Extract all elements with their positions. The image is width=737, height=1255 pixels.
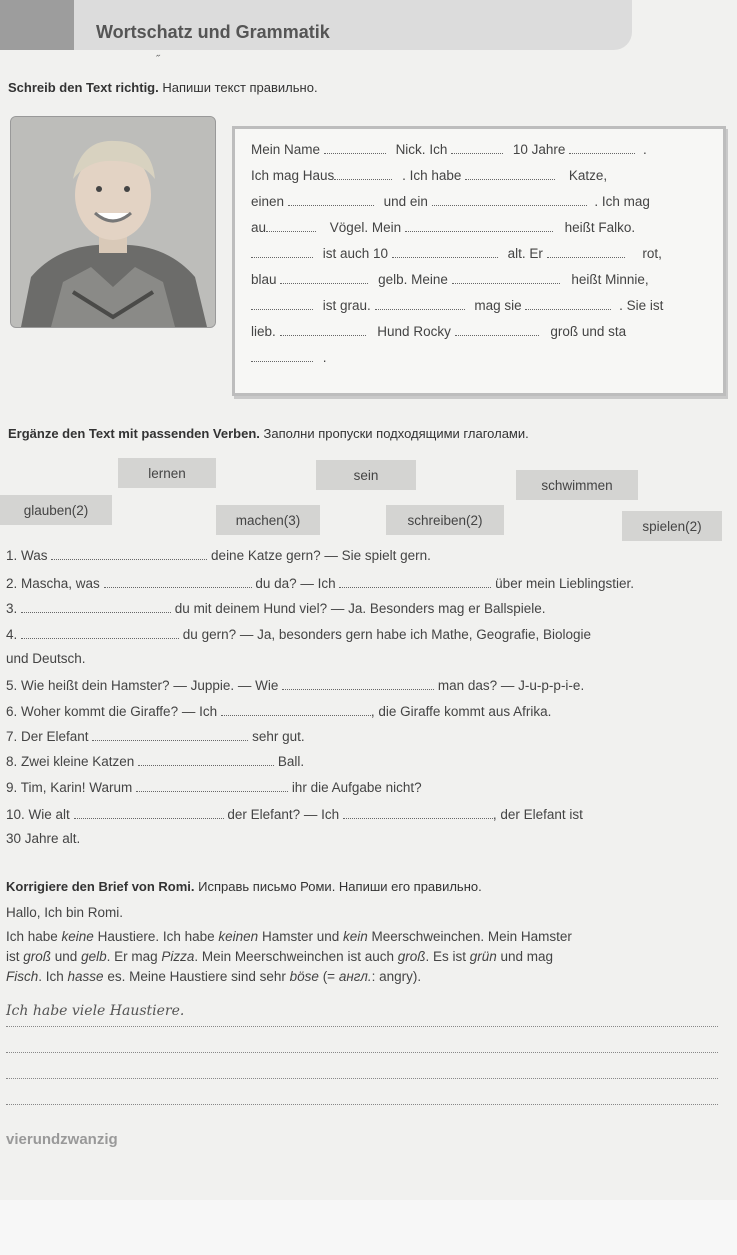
text-line-1: Mein Name Nick. Ich 10 Jahre . [251, 142, 647, 157]
page-bottom-margin [0, 1200, 737, 1255]
page-number-word: vierundzwanzig [6, 1131, 118, 1148]
blank[interactable] [104, 576, 252, 588]
sentence-8: 8. Zwei kleine Katzen Ball. [6, 754, 305, 769]
writing-line-3[interactable] [6, 1078, 718, 1079]
sentence-1: 1. Was deine Katze gern? — Sie spielt gern. [6, 548, 431, 563]
blank[interactable] [280, 324, 366, 336]
sentence-7: 7. Der Elefant sehr gut. [6, 729, 305, 744]
blank[interactable] [547, 246, 625, 258]
blank[interactable] [74, 807, 224, 819]
text-line-2: Ich mag Haus . Ich habe Katze, [251, 168, 608, 183]
blank[interactable] [21, 627, 179, 639]
writing-line-2[interactable] [6, 1052, 718, 1053]
exercise2-instruction-ru: Заполни пропуски подходящими глаголами. [263, 426, 529, 441]
header-left-bar [0, 0, 74, 50]
blank[interactable] [569, 142, 635, 154]
blank[interactable] [405, 220, 553, 232]
text-line-7: ist grau. mag sie . Sie ist [251, 298, 663, 313]
word-chip-spielen: spielen(2) [622, 511, 722, 541]
blank[interactable] [251, 246, 313, 258]
blank[interactable] [324, 142, 386, 154]
text-line-4: au Vögel. Mein heißt Falko. [251, 220, 636, 235]
blank[interactable] [251, 298, 313, 310]
word-chip-machen: machen(3) [216, 505, 320, 535]
blank[interactable] [375, 298, 465, 310]
exercise1-instruction-ru: Напиши текст правильно. [162, 80, 318, 95]
text-line-9: . [251, 350, 327, 365]
handwritten-answer: Ich habe viele Haustiere. [6, 1003, 185, 1019]
blank[interactable] [343, 807, 493, 819]
blank[interactable] [266, 220, 316, 232]
writing-line-4[interactable] [6, 1104, 718, 1105]
letter-line-1: Hallo, Ich bin Romi. [6, 905, 124, 920]
sentence-4-continued: und Deutsch. [6, 651, 86, 666]
word-chip-schreiben: schreiben(2) [386, 505, 504, 535]
blank[interactable] [392, 246, 498, 258]
stray-mark: ˝ [156, 54, 160, 66]
text-line-3: einen und ein . Ich mag [251, 194, 650, 209]
blank[interactable] [465, 168, 555, 180]
exercise3-instruction-de: Korrigiere den Brief von Romi. [6, 879, 195, 894]
blank[interactable] [282, 678, 434, 690]
blank[interactable] [51, 548, 207, 560]
letter-line-3: ist groß und gelb. Er mag Pizza. Mein Meerschweinchen ist auch groß. Es ist grün und mag [6, 949, 554, 964]
exercise3-instruction-ru: Исправь письмо Роми. Напиши его правильно. [198, 879, 482, 894]
blank[interactable] [251, 350, 313, 362]
text-line-6: blau gelb. Meine heißt Minnie, [251, 272, 649, 287]
boy-photo-icon [11, 117, 215, 327]
exercise2-instruction-de: Ergänze den Text mit passenden Verben. [8, 426, 260, 441]
blank[interactable] [455, 324, 539, 336]
blank[interactable] [451, 142, 503, 154]
blank[interactable] [92, 729, 248, 741]
sentence-10-continued: 30 Jahre alt. [6, 831, 81, 846]
word-chip-glauben: glauben(2) [0, 495, 112, 525]
blank[interactable] [136, 780, 288, 792]
exercise2-instruction [8, 426, 529, 441]
exercise1-instruction-de: Schreib den Text richtig. [8, 80, 159, 95]
blank[interactable] [21, 601, 171, 613]
sentence-10: 10. Wie alt der Elefant? — Ich , der Elefant ist [6, 807, 583, 822]
exercise3-instruction [6, 879, 482, 894]
blank[interactable] [280, 272, 368, 284]
sentence-5: 5. Wie heißt dein Hamster? — Juppie. — Wie man das? — J-u-p-p-i-e. [6, 678, 585, 693]
blank[interactable] [334, 168, 392, 180]
writing-line-1[interactable] [6, 1026, 718, 1027]
exercise1-instruction [8, 80, 318, 95]
blank[interactable] [288, 194, 374, 206]
letter-line-2: Ich habe keine Haustiere. Ich habe keinen Hamster und kein Meerschweinchen. Mein Hamster [6, 929, 572, 944]
sentence-2: 2. Mascha, was du da? — Ich über mein Lieblingstier. [6, 576, 635, 591]
sentence-3: 3. du mit deinem Hund viel? — Ja. Besonders mag er Ballspiele. [6, 601, 546, 616]
boy-photo [10, 116, 216, 328]
blank[interactable] [432, 194, 587, 206]
page-title: Wortschatz und Grammatik [96, 22, 330, 42]
word-chip-lernen: lernen [118, 458, 216, 488]
letter-line-4: Fisch. Ich hasse es. Meine Haustiere sind sehr böse (= англ.: angry). [6, 969, 422, 984]
word-chip-schwimmen: schwimmen [516, 470, 638, 500]
sentence-9: 9. Tim, Karin! Warum ihr die Aufgabe nicht? [6, 780, 422, 795]
blank[interactable] [525, 298, 611, 310]
text-line-5: ist auch 10 alt. Er rot, [251, 246, 662, 261]
blank[interactable] [339, 576, 491, 588]
blank[interactable] [452, 272, 560, 284]
sentence-4: 4. du gern? — Ja, besonders gern habe ich Mathe, Geografie, Biologie [6, 627, 592, 642]
blank[interactable] [138, 754, 274, 766]
blank[interactable] [221, 704, 371, 716]
word-chip-sein: sein [316, 460, 416, 490]
sentence-6: 6. Woher kommt die Giraffe? — Ich , die Giraffe kommt aus Afrika. [6, 704, 552, 719]
text-line-8: lieb. Hund Rocky groß und sta [251, 324, 627, 339]
